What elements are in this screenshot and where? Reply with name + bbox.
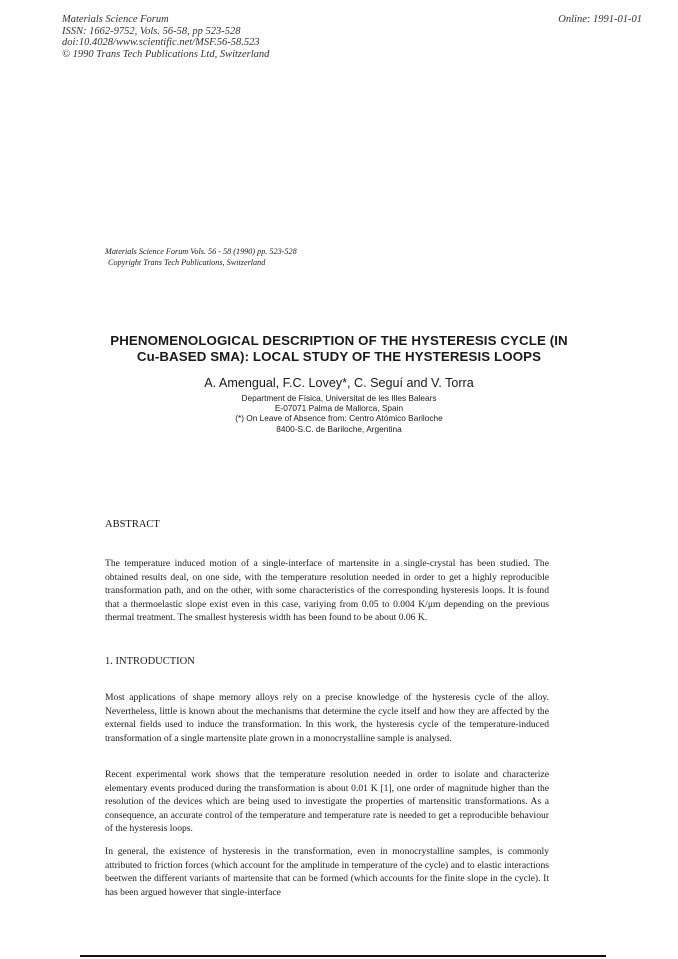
section-heading-introduction: 1. INTRODUCTION (105, 656, 195, 667)
footer-rule (80, 955, 606, 957)
forum-reference (105, 247, 297, 268)
affiliation-line: E-07071 Palma de Mallorca, Spain (274, 403, 404, 414)
issn-line: ISSN: 1662-9752, Vols. 56-58, pp 523-528 (62, 25, 241, 37)
copyright-line: © 1990 Trans Tech Publications Ltd, Switzerland (62, 48, 270, 60)
affiliation-line: (*) On Leave of Absence from: Centro Atómico Bariloche (235, 413, 443, 424)
body-paragraph: In general, the existence of hysteresis in the transformation, even in monocrystalline samples, is commonly attributed to friction forces (which account for the amplitude in temperature of the cycle) and to elastic interactions beetwen the different variants of martensite that can be formed (which accounts for the finite slope in the cycle). It has been argued however that single-interface (105, 846, 549, 898)
affiliation-line: 8400-S.C. de Bariloche, Argentina (276, 423, 402, 434)
publication-metadata (62, 14, 269, 60)
online-date: Online: 1991-01-01 (558, 14, 642, 25)
affiliation-line: Department de Física, Universitat de les Illes Balears (241, 393, 437, 403)
body-paragraph: Recent experimental work shows that the temperature resolution needed in order to isolate and characterize elementary events produced during the transformation is about 0.01 K [1], one order of magnitude higher than the resolution of the devices which are being used to investigate the properties of martensitic transformations. As a consequence, an accurate control of the temperature and temperature rate is needed to get a reproducible behaviour of the hysteresis loops. (105, 769, 549, 834)
journal-name: Materials Science Forum (62, 14, 169, 25)
paper-title (60, 333, 618, 365)
abstract-heading: ABSTRACT (105, 519, 160, 530)
abstract-text: The temperature induced motion of a single-interface of martensite in a single-crystal has been studied. The obtained results deal, on one side, with the temperature resolution needed in order to get a highly reproducible transformation path, and on the other, with some characteristics of the corresponding hysteresis loops. It is found that a thermoelastic slope exist even in this case, variying from 0.05 to 0.004 K/μm depending on the previous thermal treatment. The smallest hysteresis width has been found to be about 0.06 K. (105, 558, 549, 623)
authors: A. Amengual, F.C. Lovey*, C. Seguí and V. Torra (204, 376, 474, 390)
forum-copyright-line: Copyright Trans Tech Publications, Switzerland (108, 257, 266, 267)
forum-reference-line: Materials Science Forum Vols. 56 - 58 (1990) pp. 523-528 (105, 247, 297, 256)
title-line: PHENOMENOLOGICAL DESCRIPTION OF THE HYSTERESIS CYCLE (IN (110, 333, 568, 348)
title-line: Cu-BASED SMA): LOCAL STUDY OF THE HYSTERESIS LOOPS (136, 349, 542, 364)
doi-line: doi:10.4028/www.scientific.net/MSF.56-58.523 (62, 37, 260, 49)
body-paragraph: Most applications of shape memory alloys rely on a precise knowledge of the hysteresis cycle of the alloy. Nevertheless, little is known about the mechanisms that determine the cycle itself and how they are affected by the external fields used to induce the transformation. In this work, the hysteresis cycle of the temperature-induced transformation of a single martensite plate grown in a monocrystalline sample is analysed. (105, 692, 549, 744)
affiliations (60, 393, 618, 434)
